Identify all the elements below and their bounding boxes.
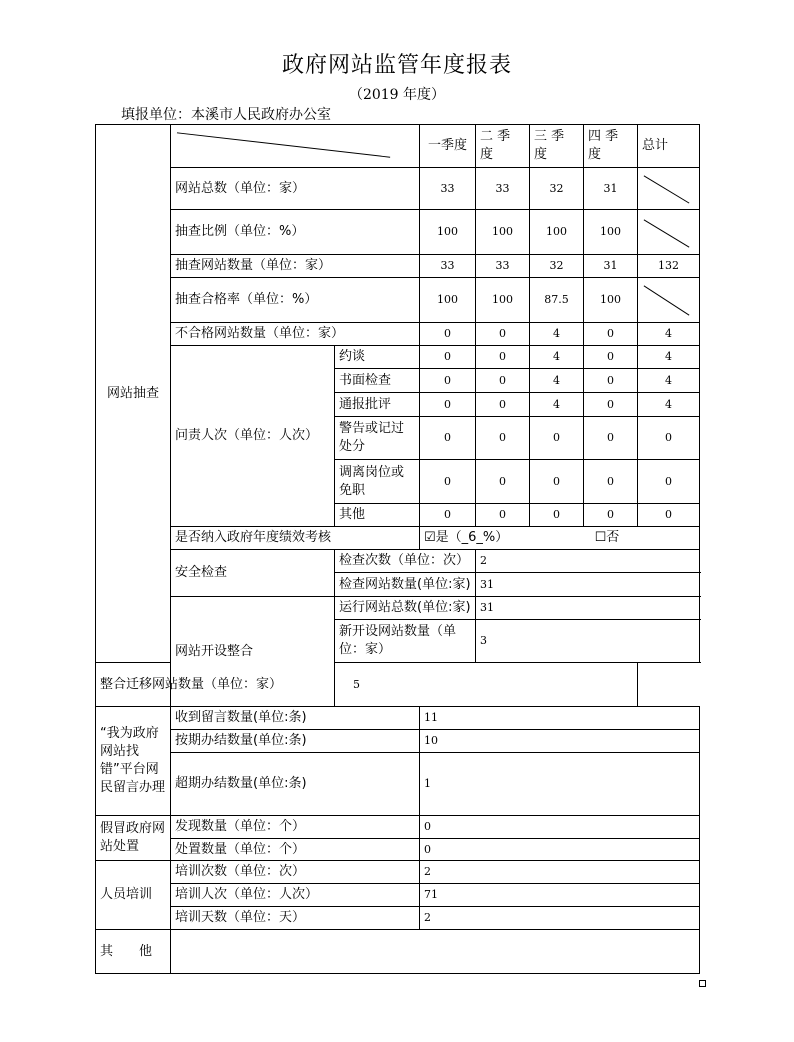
cell-q1: 0	[420, 504, 476, 527]
cell-q3: 87.5	[530, 278, 584, 323]
table-row	[96, 839, 700, 861]
performance-options	[420, 527, 700, 550]
table-row	[96, 884, 700, 907]
reporting-unit: 填报单位：本溪市人民政府办公室	[121, 107, 331, 123]
row-label: 抽查合格率（单位：%）	[171, 278, 420, 323]
row-value: 5	[335, 663, 638, 707]
header-q4: 四 季 度	[584, 125, 638, 168]
row-label: 调离岗位或免职	[335, 460, 420, 504]
section-security: 安全检查	[171, 550, 335, 597]
row-label: 按期办结数量(单位:条)	[171, 730, 420, 753]
cell-q1: 0	[420, 417, 476, 460]
row-label: 抽查网站数量（单位：家）	[171, 255, 420, 278]
cell-q3: 4	[530, 323, 584, 346]
cell-q3: 0	[530, 504, 584, 527]
cell-total: 4	[638, 346, 700, 369]
section-training: 人员培训	[96, 861, 171, 930]
table-row	[96, 663, 700, 707]
section-consolidation: 网站开设整合	[171, 597, 335, 707]
cell-total-empty	[638, 168, 700, 210]
table-row	[96, 597, 700, 620]
cell-q4: 0	[584, 460, 638, 504]
row-label: 不合格网站数量（单位：家）	[171, 323, 420, 346]
cell-q2: 0	[476, 393, 530, 417]
cell-q2: 0	[476, 369, 530, 393]
cell-q3: 32	[530, 255, 584, 278]
table-row	[96, 730, 700, 753]
row-label: 运行网站总数(单位:家)	[335, 597, 476, 620]
cell-q3: 4	[530, 346, 584, 369]
table-row	[96, 550, 700, 573]
table-row	[96, 346, 700, 369]
row-value: 1	[420, 753, 700, 816]
section-other: 其 他	[96, 930, 171, 974]
report-year: （2019 年度）	[348, 87, 446, 103]
cell-q1: 100	[420, 210, 476, 255]
row-label: 收到留言数量(单位:条)	[171, 707, 420, 730]
row-value: 10	[420, 730, 700, 753]
row-value: 0	[420, 839, 700, 861]
cell-q1: 100	[420, 278, 476, 323]
cell-q2: 0	[476, 460, 530, 504]
cell-total: 0	[638, 417, 700, 460]
cell-q3: 4	[530, 393, 584, 417]
cell-q3: 0	[530, 417, 584, 460]
cell-q1: 0	[420, 393, 476, 417]
cell-q3: 4	[530, 369, 584, 393]
table-row	[96, 930, 700, 974]
row-label: 通报批评	[335, 393, 420, 417]
row-label: 整合迁移网站数量（单位：家）	[96, 663, 335, 707]
cell-q2: 0	[476, 346, 530, 369]
table-row	[96, 907, 700, 930]
cell-q4: 31	[584, 168, 638, 210]
row-value: 2	[476, 550, 700, 573]
cell-q2: 0	[476, 417, 530, 460]
accountability-label: 问责人次（单位：人次）	[171, 346, 335, 527]
table-resize-handle[interactable]	[699, 980, 706, 987]
row-value: 2	[420, 861, 700, 884]
cell-q2: 100	[476, 210, 530, 255]
performance-label: 是否纳入政府年度绩效考核	[171, 527, 420, 550]
cell-q4: 100	[584, 278, 638, 323]
row-label: 培训人次（单位：人次）	[171, 884, 420, 907]
header-row	[96, 125, 700, 168]
row-value: 31	[476, 597, 700, 620]
cell-q4: 100	[584, 210, 638, 255]
row-label: 新开设网站数量（单位：家）	[335, 620, 476, 663]
row-value: 2	[420, 907, 700, 930]
section-error-platform: “我为政府网站找错”平台网民留言办理	[96, 707, 171, 816]
cell-total: 4	[638, 369, 700, 393]
table-row	[96, 816, 700, 839]
header-q3: 三 季 度	[530, 125, 584, 168]
cell-total: 132	[638, 255, 700, 278]
cell-q1: 0	[420, 346, 476, 369]
cell-q1: 33	[420, 255, 476, 278]
row-value: 3	[476, 620, 700, 663]
row-label: 约谈	[335, 346, 420, 369]
header-diagonal-cell	[171, 125, 420, 168]
header-total: 总计	[638, 125, 700, 168]
cell-total: 4	[638, 393, 700, 417]
row-value: 71	[420, 884, 700, 907]
table-row	[96, 210, 700, 255]
cell-q4: 31	[584, 255, 638, 278]
performance-yes-checkbox: ☑是（_6_%）	[424, 530, 509, 545]
cell-q4: 0	[584, 504, 638, 527]
row-label: 培训天数（单位：天）	[171, 907, 420, 930]
row-label: 培训次数（单位：次）	[171, 861, 420, 884]
row-label: 其他	[335, 504, 420, 527]
row-label: 检查次数（单位：次）	[335, 550, 476, 573]
cell-q4: 0	[584, 369, 638, 393]
cell-q4: 0	[584, 393, 638, 417]
cell-q4: 0	[584, 346, 638, 369]
report-table	[95, 124, 700, 974]
cell-q2: 100	[476, 278, 530, 323]
row-label: 处置数量（单位：个）	[171, 839, 420, 861]
cell-total: 0	[638, 504, 700, 527]
table-row	[96, 753, 700, 816]
row-label: 网站总数（单位：家）	[171, 168, 420, 210]
cell-q4: 0	[584, 323, 638, 346]
table-row	[96, 707, 700, 730]
section-fake-sites: 假冒政府网站处置	[96, 816, 171, 861]
table-row	[96, 323, 700, 346]
table-row	[96, 168, 700, 210]
cell-q4: 0	[584, 417, 638, 460]
cell-q1: 0	[420, 369, 476, 393]
cell-q1: 0	[420, 323, 476, 346]
row-label: 超期办结数量(单位:条)	[171, 753, 420, 816]
row-label: 书面检查	[335, 369, 420, 393]
table-row	[96, 278, 700, 323]
table-row	[96, 861, 700, 884]
table-row	[96, 527, 700, 550]
cell-q3: 32	[530, 168, 584, 210]
cell-total: 0	[638, 460, 700, 504]
cell-total: 4	[638, 323, 700, 346]
row-value: 31	[476, 573, 700, 597]
cell-q2: 33	[476, 255, 530, 278]
cell-q1: 33	[420, 168, 476, 210]
row-value: 0	[420, 816, 700, 839]
row-label: 抽查比例（单位：%）	[171, 210, 420, 255]
table-row	[96, 255, 700, 278]
row-label: 检查网站数量(单位:家)	[335, 573, 476, 597]
cell-q2: 0	[476, 323, 530, 346]
header-q1: 一季度	[420, 125, 476, 168]
cell-total-empty	[638, 210, 700, 255]
cell-q2: 0	[476, 504, 530, 527]
report-title: 政府网站监管年度报表	[281, 53, 512, 78]
other-value	[171, 930, 700, 974]
cell-total-empty	[638, 278, 700, 323]
cell-q2: 33	[476, 168, 530, 210]
section-spot-check: 网站抽查	[96, 125, 171, 663]
cell-q3: 100	[530, 210, 584, 255]
header-q2: 二 季 度	[476, 125, 530, 168]
performance-no-checkbox: ☐否	[594, 530, 620, 545]
row-label: 警告或记过处分	[335, 417, 420, 460]
row-value: 11	[420, 707, 700, 730]
row-label: 发现数量（单位：个）	[171, 816, 420, 839]
cell-q1: 0	[420, 460, 476, 504]
cell-q3: 0	[530, 460, 584, 504]
